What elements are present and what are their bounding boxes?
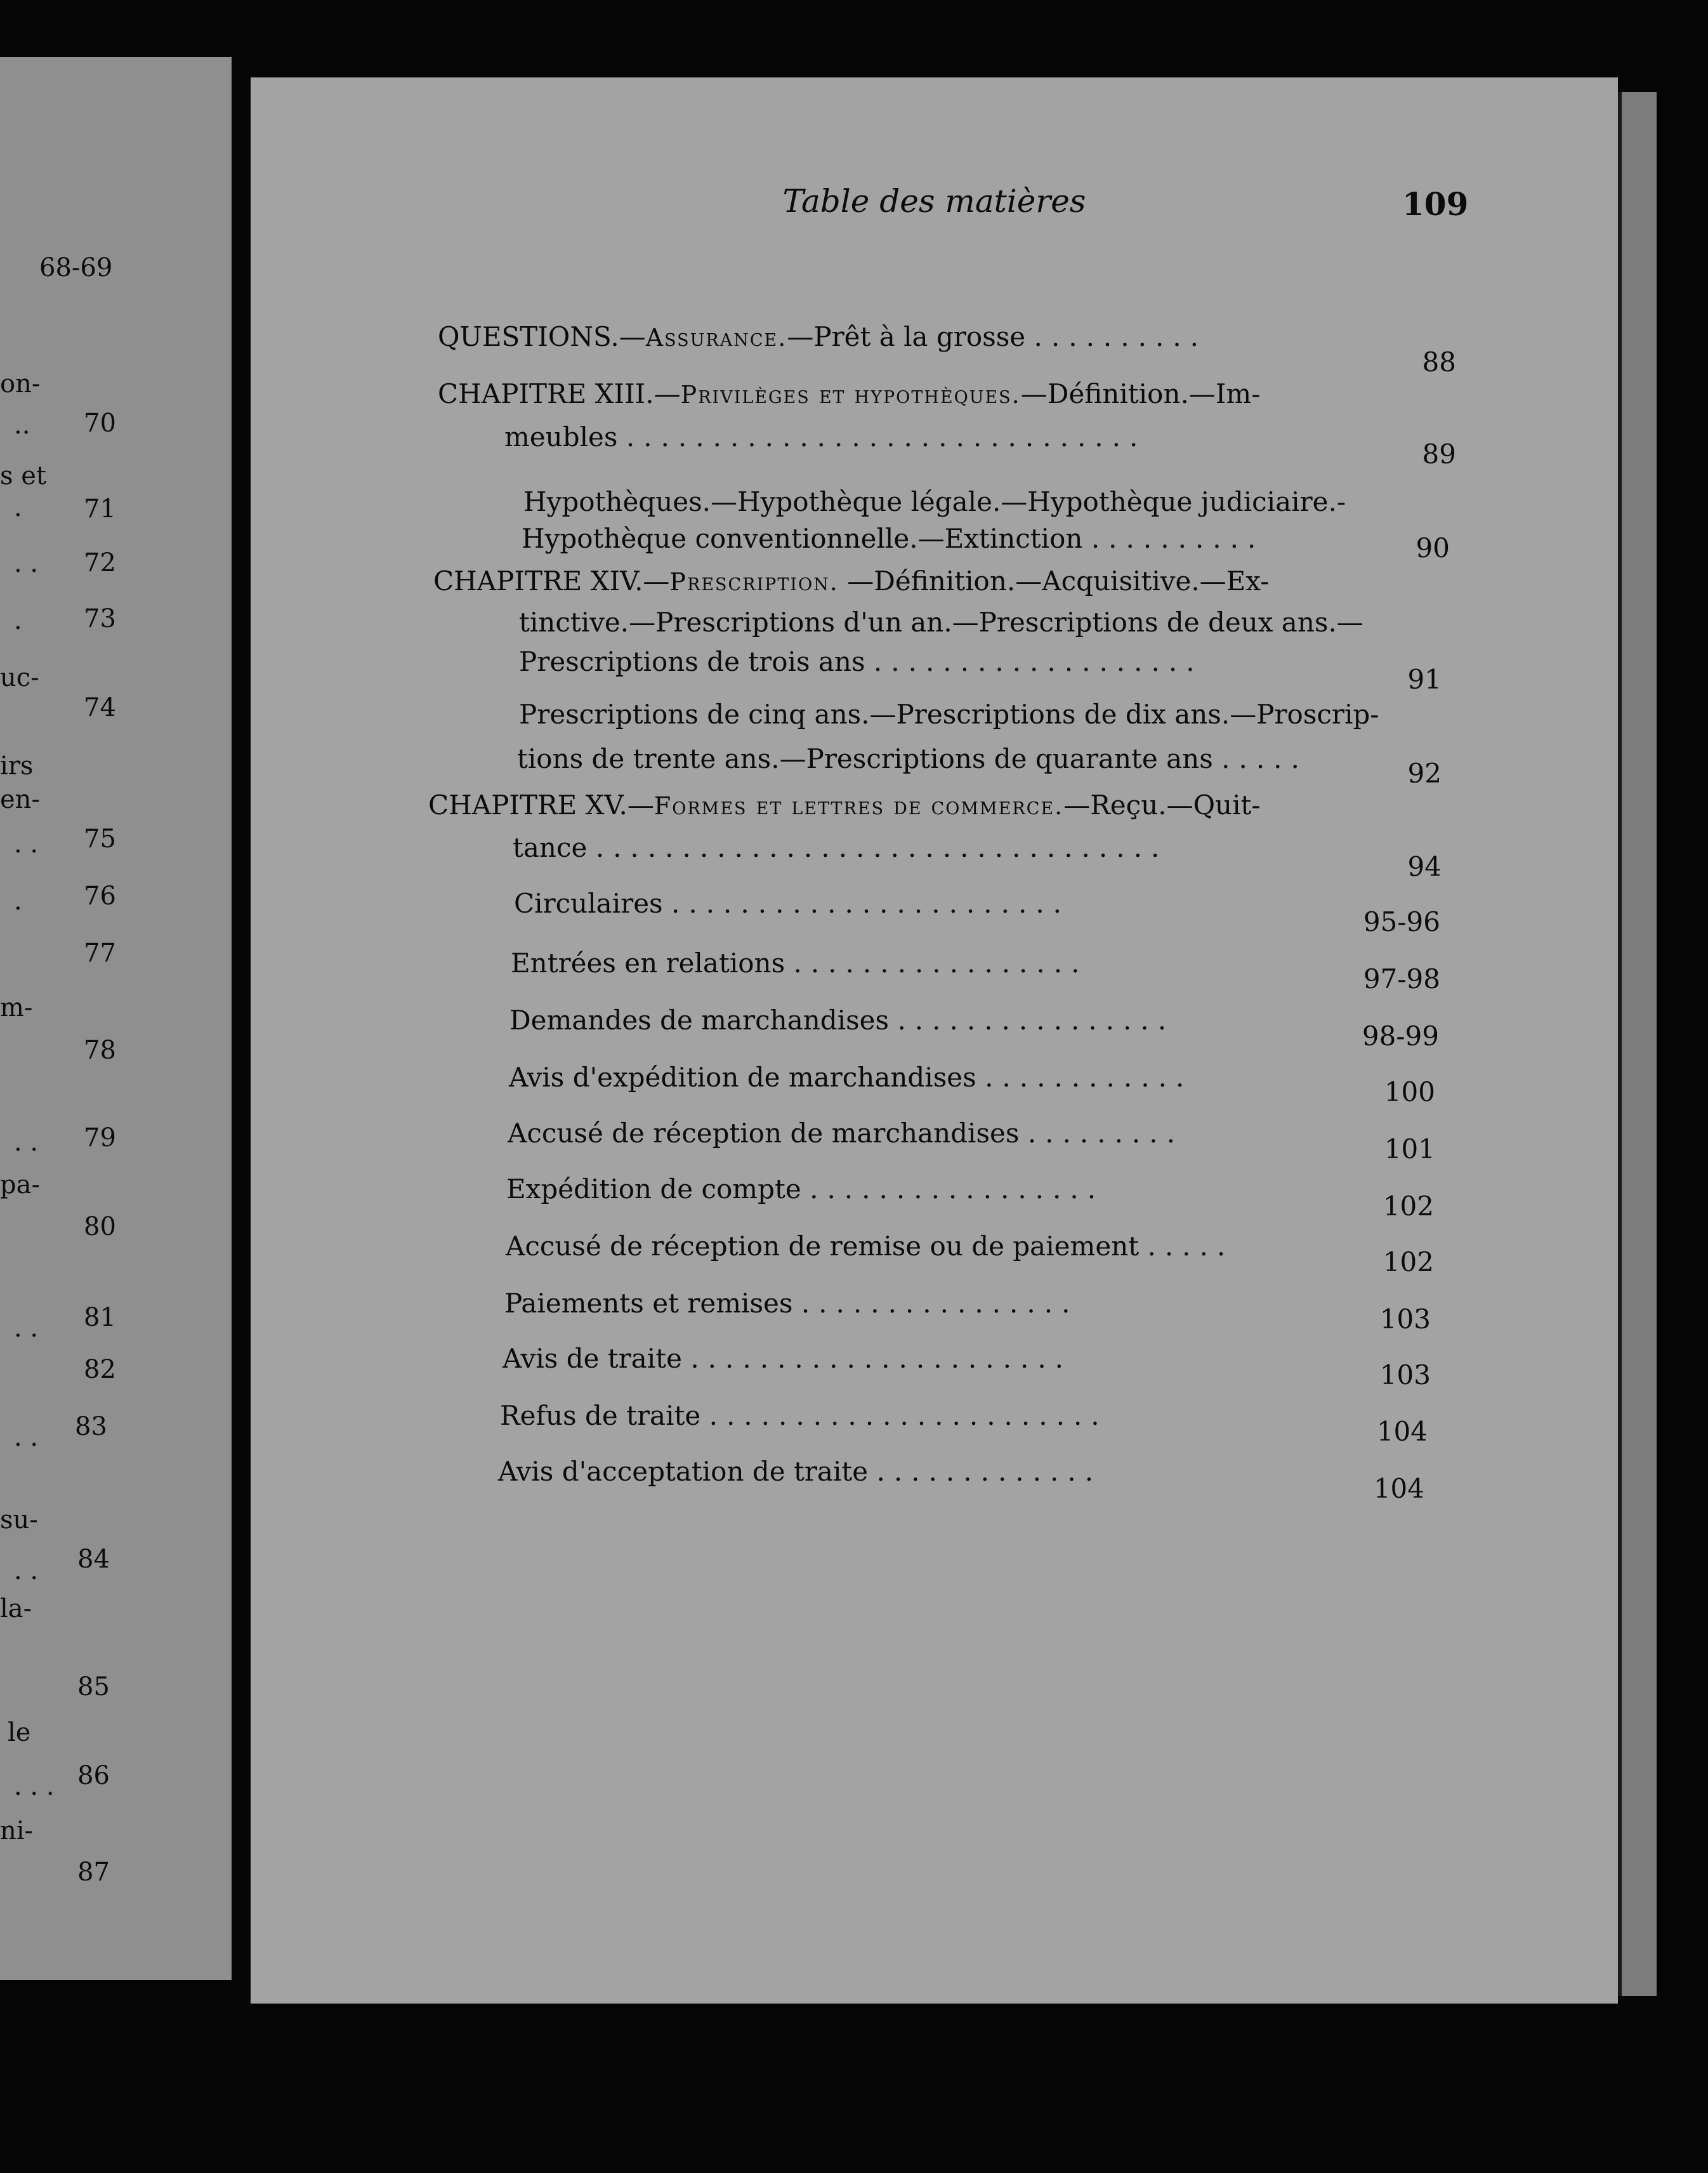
toc-entry: Accusé de réception de remise ou de paiement ..... [506, 1231, 1235, 1262]
toc-entry [433, 565, 1270, 597]
toc-entry-continuation: Prescriptions de trois ans ................... [519, 646, 1204, 677]
prev-page-leader: .. [14, 411, 30, 440]
page-number: 109 [1402, 185, 1469, 223]
prev-page-number: 87 [77, 1858, 110, 1887]
toc-page-number: 100 [1384, 1076, 1435, 1107]
toc-entry: Paiements et remises ................ [504, 1288, 1079, 1319]
toc-page-number: 102 [1383, 1246, 1434, 1278]
toc-page-number: 91 [1407, 664, 1442, 695]
toc-entry-continuation: Hypothèque conventionnelle.—Extinction .......... [522, 523, 1265, 554]
toc-page-number: 101 [1384, 1133, 1435, 1165]
dot-leader: ................ [897, 1005, 1176, 1036]
toc-page-number: 88 [1422, 347, 1456, 378]
dot-leader: ......... [1027, 1118, 1184, 1149]
previous-page-edge [0, 57, 232, 1980]
running-head: Table des matières [782, 183, 1086, 220]
prev-page-number: 71 [84, 494, 116, 524]
prev-page-fragment: la- [0, 1594, 32, 1623]
prev-page-fragment: pa- [0, 1170, 40, 1199]
toc-subject: Assurance. [645, 324, 787, 352]
toc-entry-continuation: meubles .............................. [504, 421, 1147, 452]
prev-page-number: 72 [84, 548, 116, 578]
dot-leader: ............ [985, 1062, 1193, 1093]
prev-page-number: 76 [84, 882, 116, 911]
prev-page-fragment: en- [0, 785, 40, 814]
prev-page-leader: . . [14, 549, 39, 578]
dot-leader: ................................. [595, 832, 1169, 863]
prev-page-fragment: su- [0, 1505, 38, 1535]
prev-page-fragment: le [8, 1718, 31, 1747]
toc-entry: Entrées en relations ................. [511, 948, 1089, 979]
prev-page-number: 81 [84, 1303, 116, 1332]
toc-page-number: 92 [1407, 758, 1442, 789]
dot-leader: ................... [873, 646, 1204, 677]
prev-page-leader: . . [14, 1314, 39, 1343]
toc-heading: CHAPITRE XIV.— [433, 565, 670, 597]
prev-page-number: 80 [84, 1212, 116, 1241]
prev-page-leader: . . [14, 1128, 39, 1157]
prev-page-number: 74 [84, 693, 116, 722]
dot-leader: ....................... [709, 1400, 1108, 1431]
dot-leader: ..... [1147, 1231, 1235, 1262]
toc-page-number: 90 [1416, 532, 1450, 564]
prev-page-number: 82 [84, 1355, 116, 1384]
prev-page-fragment: s et [0, 461, 46, 491]
toc-page-number: 89 [1422, 439, 1456, 470]
prev-page-number: 77 [84, 939, 116, 968]
prev-page-number: 70 [84, 409, 116, 438]
prev-page-number: 75 [84, 824, 116, 854]
toc-page-number: 104 [1376, 1416, 1428, 1447]
toc-page-number: 103 [1379, 1304, 1431, 1335]
page-edge [1618, 92, 1657, 1996]
dot-leader: ....................... [671, 888, 1071, 919]
toc-entry: Circulaires ....................... [514, 888, 1071, 919]
prev-page-leader: . [14, 887, 22, 916]
prev-page-fragment: uc- [0, 663, 39, 692]
toc-heading: QUESTIONS.— [438, 321, 646, 352]
prev-page-fragment: ni- [0, 1816, 34, 1846]
toc-title: —Définition.—Acquisitive.—Ex- [838, 565, 1270, 597]
toc-entry [438, 321, 1208, 352]
toc-page-number: 94 [1407, 851, 1442, 882]
dot-leader: ...................... [690, 1343, 1073, 1374]
prev-page-leader: . . [14, 1556, 39, 1585]
prev-page-number: 79 [84, 1123, 116, 1153]
toc-heading: CHAPITRE XV.— [428, 789, 654, 821]
toc-entry [438, 378, 1261, 409]
prev-page-number: 73 [84, 604, 116, 633]
prev-page-leader: . . [14, 829, 39, 859]
prev-page-leader: . . [14, 1423, 39, 1452]
prev-page-number: 78 [84, 1036, 116, 1065]
prev-page-number: 83 [75, 1412, 107, 1441]
prev-page-leader: . . . [14, 1772, 55, 1801]
toc-entry: Prescriptions de cinq ans.—Prescriptions de dix ans.—Proscrip- [519, 699, 1379, 730]
toc-entry: Hypothèques.—Hypothèque légale.—Hypothèque judiciaire.- [523, 486, 1346, 517]
toc-entry: Avis de traite ...................... [503, 1343, 1073, 1374]
toc-entry: Avis d'acceptation de traite ............. [498, 1456, 1103, 1487]
dot-leader: ................ [801, 1288, 1079, 1319]
prev-page-number: 85 [77, 1672, 110, 1701]
toc-entry: Refus de traite ....................... [500, 1400, 1108, 1431]
toc-subject: Privilèges et hypothèques. [680, 381, 1021, 409]
toc-entry-continuation: tions de trente ans.—Prescriptions de quarante ans ..... [517, 743, 1308, 774]
toc-title: —Définition.—Im- [1020, 378, 1261, 409]
toc-entry [428, 789, 1261, 821]
toc-page-number: 97-98 [1363, 963, 1440, 994]
toc-entry-continuation: tance ................................. [513, 832, 1169, 863]
prev-page-leader: . [14, 606, 22, 635]
toc-title: —Reçu.—Quit- [1063, 789, 1261, 821]
toc-page-number: 95-96 [1363, 906, 1440, 937]
dot-leader: ................. [793, 948, 1089, 979]
toc-page-number: 104 [1373, 1473, 1424, 1504]
prev-page-number-range: 68-69 [39, 253, 113, 282]
prev-page-number: 86 [77, 1761, 110, 1790]
toc-entry: Avis d'expédition de marchandises ............ [509, 1062, 1193, 1093]
toc-subject: Prescription. [669, 568, 839, 596]
toc-heading: CHAPITRE XIII.— [438, 378, 681, 409]
dot-leader: ............. [876, 1456, 1103, 1487]
toc-subject: Formes et lettres de commerce. [654, 792, 1064, 820]
toc-entry: Accusé de réception de marchandises ......... [508, 1118, 1184, 1149]
toc-entry-continuation: tinctive.—Prescriptions d'un an.—Prescriptions de deux ans.— [519, 607, 1363, 638]
toc-title: —Prêt à la grosse [787, 321, 1026, 352]
toc-page-number: 103 [1379, 1359, 1431, 1390]
dot-leader: .............................. [626, 421, 1147, 452]
toc-entry: Demandes de marchandises ................ [509, 1005, 1176, 1036]
dot-leader: .......... [1034, 321, 1208, 352]
prev-page-leader: . [14, 493, 22, 522]
toc-entry: Expédition de compte ................. [506, 1173, 1105, 1205]
prev-page-fragment: on- [0, 369, 41, 399]
prev-page-number: 84 [77, 1545, 110, 1574]
prev-page-fragment: irs [0, 751, 34, 781]
prev-page-fragment: m- [0, 993, 33, 1022]
toc-page-number: 98-99 [1362, 1020, 1439, 1052]
dot-leader: ................. [810, 1173, 1105, 1205]
dot-leader: .......... [1091, 523, 1265, 554]
dot-leader: ..... [1221, 743, 1308, 774]
book-gutter [232, 76, 251, 1790]
toc-page-number: 102 [1383, 1191, 1434, 1222]
